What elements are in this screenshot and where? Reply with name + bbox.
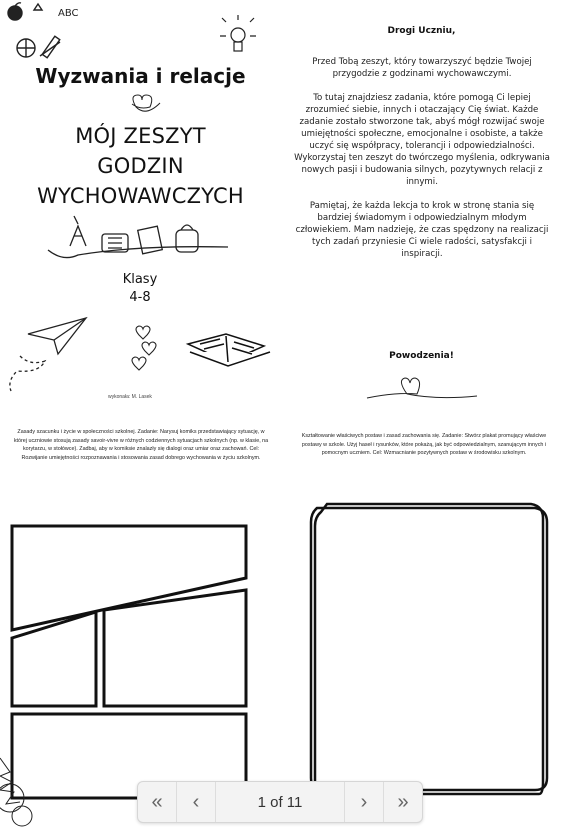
letter-closing: Powodzenia! — [389, 351, 454, 361]
klasy-range: 4-8 — [129, 290, 151, 305]
cover-footnote: wykonała: M. Lasek — [108, 394, 152, 400]
comic-instructions: Zasady szacunku i życie w społeczności szkolnej. Zadanie: Narysuj komiks przedstawiający sytuację, w której uczniowie stosują zasady savoir-vivre w różnych codziennych sytuacjach szkolnych (np. w klasie, na korytarzu, w stołówce). Zadbaj, aby w komiksie znalazły się dialogi oraz umiar oraz zachowań. Cel: Rozwijanie umiejętności rozpoznawania i stosowania zasad dobrego wychowania w życiu szkolnym. — [13, 429, 269, 461]
comic-panels — [0, 418, 281, 834]
letter-paragraph: Przed Tobą zeszyt, który towarzyszyć będzie Twojej przygodzie z godzinami wychowawczymi. — [312, 57, 532, 79]
comic-burst-icon — [0, 758, 32, 826]
letter-body — [293, 56, 551, 272]
lightbulb-icon — [220, 15, 256, 51]
letter-greeting: Drogi Uczniu, — [387, 26, 456, 36]
page-counter: 1 of 11 — [257, 793, 303, 811]
next-page-button[interactable]: › — [344, 782, 383, 822]
last-page-button[interactable]: » — [383, 782, 422, 822]
heart-icon — [132, 95, 160, 111]
comic-task-page — [0, 418, 281, 834]
cover-title: Wyzwania i relacje — [35, 64, 246, 88]
open-book-icon — [188, 334, 270, 366]
cover-subtitle-line-1: MÓJ ZESZYT — [75, 124, 206, 148]
poster-frame — [281, 418, 562, 834]
page-navigator — [137, 781, 423, 823]
cover-page — [0, 0, 281, 415]
previous-page-button[interactable]: ‹ — [177, 782, 216, 822]
poster-task-page — [281, 418, 562, 834]
letter-paragraph: Pamiętaj, że każda lekcja to krok w stronę stania się bardziej świadomym i odpowiedzialnym młodym człowiekiem. Mam nadzieję, że czas spędzony na realizacji tych zadań przyniesie Ci wiele radości, satysfakcji i inspiracji. — [295, 201, 549, 259]
cover-subtitle-line-3: WYCHOWAWCZYCH — [37, 184, 244, 208]
paper-plane-icon — [10, 318, 86, 391]
school-doodle-icon — [8, 3, 60, 58]
school-supplies-icon — [48, 216, 228, 258]
poster-instructions: Kształtowanie właściwych postaw i zasad zachowania się. Zadanie: Stwórz plakat promujący właściwe postawy w szkole. Użyj haseł i rysunków, które pokażą, jak być odpowiedzialnym, szanującym innych i pomocnym uczniem. Cel: Wzmacnianie pozytywnych postaw w środowisku szkolnym. — [301, 433, 547, 457]
first-page-button[interactable]: « — [138, 782, 177, 822]
hearts-icon — [132, 326, 156, 370]
klasy-label: Klasy — [122, 272, 158, 287]
letter-page — [281, 0, 562, 415]
abc-label: ABC — [58, 8, 79, 19]
letter-paragraph: To tutaj znajdziesz zadania, które pomogą Ci lepiej zrozumieć siebie, innych i otaczający Cię świat. Każde zadanie zostało stworzone tak, abyś mógł rozwijać swoje umiejętności społeczne, emocjonalne i osobiste, a także uczyć się współpracy, tolerancji i odpowiedzialności. Wykorzystaj ten zeszyt do twórczego myślenia, odkrywania nowych pasji i budowania silnych, pozytywnych relacji z innymi. — [294, 93, 550, 187]
cover-subtitle-line-2: GODZIN — [97, 154, 184, 178]
